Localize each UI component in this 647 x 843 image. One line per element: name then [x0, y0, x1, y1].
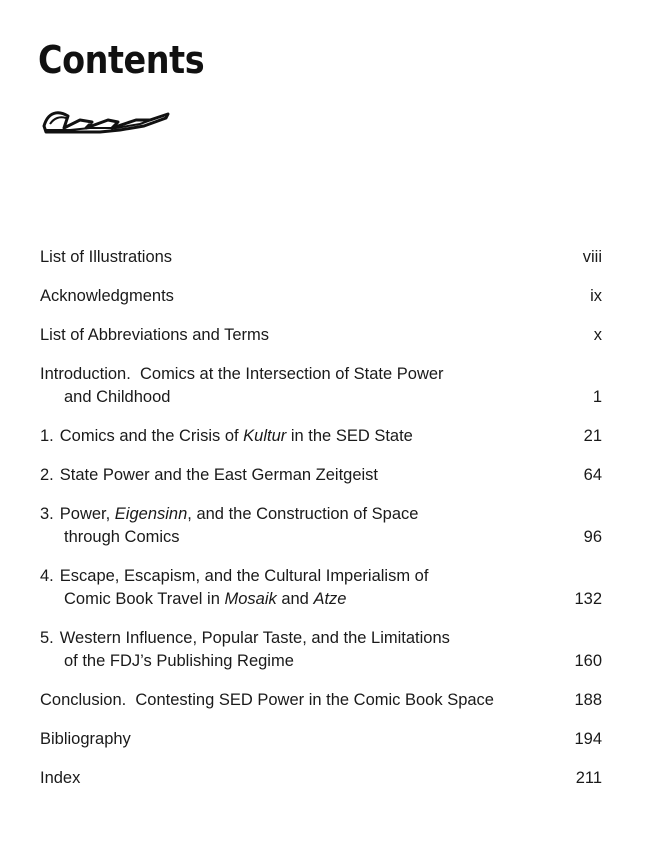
toc-entry-page: 188 [574, 691, 602, 709]
toc-entry-title: List of Abbreviations and Terms [40, 326, 269, 344]
chapter-number: 5. [40, 629, 54, 647]
toc-entry-page: 160 [574, 652, 602, 670]
toc-entry-title: Introduction. Comics at the Intersection of State Power and Childhood [40, 365, 444, 406]
toc-entry-title: 3. Power, Eigensinn, and the Construction of Space through Comics [40, 505, 419, 546]
toc-entry-title: 4. Escape, Escapism, and the Cultural Imperialism of Comic Book Travel in Mosaik and Atze [40, 567, 429, 608]
toc-entry-title: Bibliography [40, 730, 131, 748]
toc-entry-abbreviations[interactable] [40, 324, 602, 347]
toc-entry-title: 5. Western Influence, Popular Taste, and the Limitations of the FDJ’s Publishing Regime [40, 629, 450, 670]
toc-entry-illustrations[interactable] [40, 246, 602, 269]
toc-entry-chapter-5[interactable] [40, 627, 602, 673]
toc-entry-title: Index [40, 769, 81, 787]
table-of-contents [40, 246, 602, 806]
toc-entry-page: 1 [592, 388, 602, 406]
toc-entry-page: ix [590, 287, 602, 305]
chapter-number: 4. [40, 567, 54, 585]
chapter-number: 2. [40, 466, 54, 484]
toc-entry-conclusion[interactable] [40, 689, 602, 712]
toc-entry-title: Acknowledgments [40, 287, 174, 305]
toc-entry-acknowledgments[interactable] [40, 285, 602, 308]
toc-entry-chapter-3[interactable] [40, 503, 602, 549]
toc-entry-page: x [593, 326, 602, 344]
toc-entry-bibliography[interactable] [40, 728, 602, 751]
toc-entry-page: 211 [575, 769, 602, 787]
toc-entry-title: List of Illustrations [40, 248, 173, 266]
page-title: Contents [38, 38, 205, 82]
toc-entry-title: Conclusion. Contesting SED Power in the Comic Book Space [40, 691, 494, 709]
toc-entry-page: 132 [574, 590, 602, 608]
toc-entry-introduction[interactable] [40, 363, 602, 409]
toc-entry-title: 2. State Power and the East German Zeitgeist [40, 466, 379, 484]
toc-entry-index[interactable] [40, 767, 602, 790]
toc-entry-page: 21 [583, 427, 602, 445]
chapter-number: 3. [40, 505, 54, 523]
toc-entry-page: 194 [574, 730, 602, 748]
toc-entry-page: viii [582, 248, 602, 266]
toc-entry-page: 96 [583, 528, 602, 546]
toc-entry-chapter-4[interactable] [40, 565, 602, 611]
chapter-number: 1. [40, 427, 54, 445]
toc-entry-title: 1. Comics and the Crisis of Kultur in the SED State [40, 427, 413, 445]
scribble-flourish-icon [40, 106, 172, 136]
toc-entry-chapter-1[interactable] [40, 425, 602, 448]
toc-entry-chapter-2[interactable] [40, 464, 602, 487]
toc-entry-page: 64 [583, 466, 602, 484]
